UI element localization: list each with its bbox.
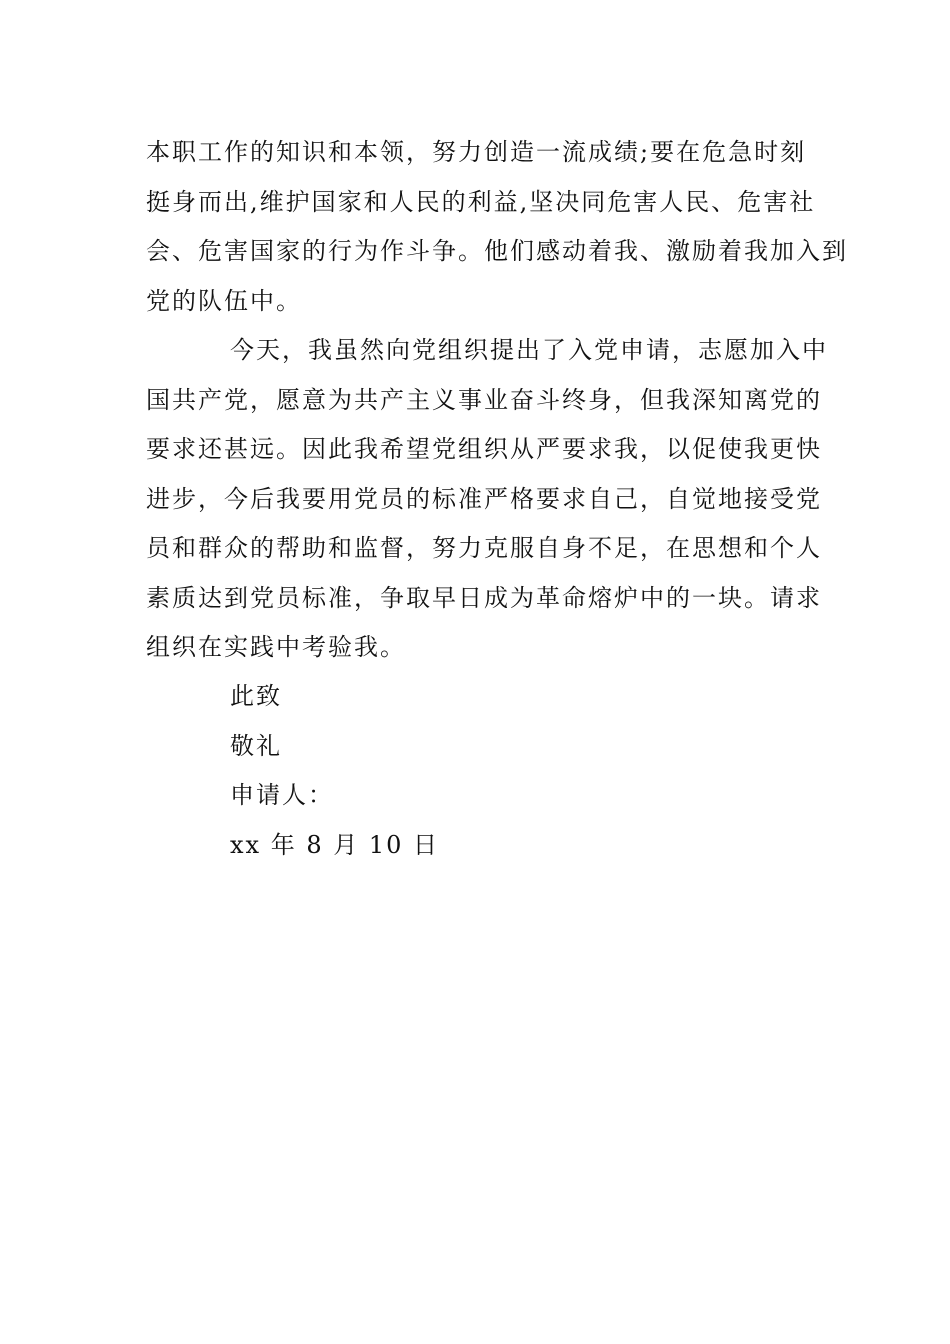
body-line: 员和群众的帮助和监督，努力克服自身不足，在思想和个人 xyxy=(146,534,822,562)
body-line: 党的队伍中。 xyxy=(146,286,302,315)
body-line: 进步，今后我要用党员的标准严格要求自己，自觉地接受党 xyxy=(146,484,822,513)
applicant-label: 申请人： xyxy=(230,781,334,809)
paragraph-start-line: 今天，我虽然向党组织提出了入党申请，志愿加入中 xyxy=(230,336,828,364)
body-line: 国共产党，愿意为共产主义事业奋斗终身，但我深知离党的 xyxy=(146,385,822,414)
body-line: 要求还甚远。因此我希望党组织从严要求我，以促使我更快 xyxy=(146,435,822,463)
letter-closing xyxy=(230,672,439,870)
body-line: 组织在实践中考验我。 xyxy=(146,633,406,661)
body-line: 挺身而出,维护国家和人民的利益,坚决同危害人民、危害社 xyxy=(146,187,816,216)
closing-salutation: 此致 xyxy=(230,682,282,710)
body-line: 本职工作的知识和本领，努力创造一流成绩;要在危急时刻 xyxy=(146,138,807,166)
body-line: 会、危害国家的行为作斗争。他们感动着我、激励着我加入到 xyxy=(146,237,848,265)
closing-regards: 敬礼 xyxy=(230,731,282,760)
body-line: 素质达到党员标准，争取早日成为革命熔炉中的一块。请求 xyxy=(146,583,822,612)
letter-date: xx 年 8 月 10 日 xyxy=(230,830,440,859)
letter-body xyxy=(146,128,848,673)
